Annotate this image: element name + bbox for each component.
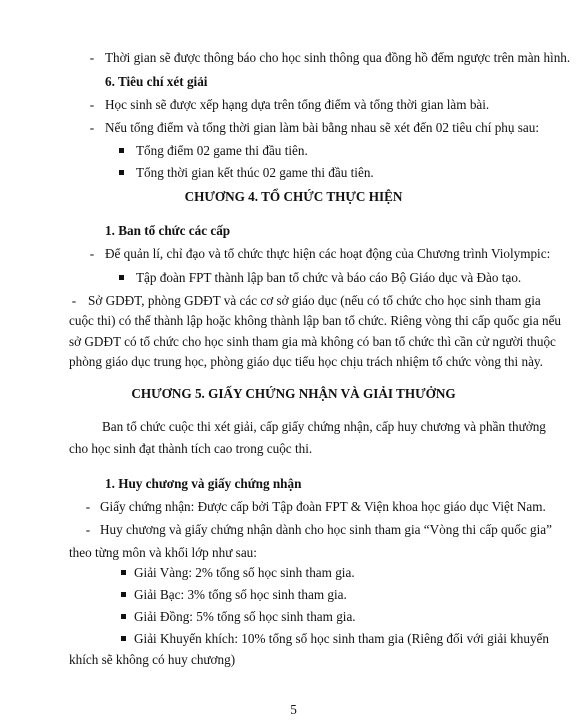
square-bullet-icon	[119, 148, 124, 153]
square-bullet-icon	[121, 614, 126, 619]
square-bullet-icon	[121, 570, 126, 575]
section-heading-text: 1. Huy chương và giấy chứng nhận	[105, 476, 302, 491]
list-item-text: Để quản lí, chỉ đạo và tổ chức thực hiện các hoạt động của Chương trình Violympic:	[105, 246, 551, 261]
square-bullet-icon	[119, 275, 124, 280]
paragraph-text: sở GDĐT có tổ chức cho học sinh tham gia mà không có ban tổ chức thì cần cử người thuộc	[69, 334, 556, 349]
list-item-text: Nếu tổng điểm và tổng thời gian làm bài bằng nhau sẽ xét đến 02 tiêu chí phụ sau:	[105, 120, 540, 135]
list-item-text: Giấy chứng nhận: Được cấp bởi Tập đoàn FPT & Viện khoa học giáo dục Việt Nam.	[100, 499, 546, 514]
paragraph-text: Sở GDĐT, phòng GDĐT và các cơ sở giáo dục (nếu có tổ chức cho học sinh tham gia	[88, 293, 541, 308]
bullet-item-text: Tổng điểm 02 game thi đầu tiên.	[136, 143, 308, 158]
list-item-text: Thời gian sẽ được thông báo cho học sinh thông qua đồng hồ đếm ngược trên màn hình.	[105, 50, 571, 65]
paragraph-text: cho học sinh đạt thành tích cao trong cuộc thi.	[69, 441, 313, 456]
bullet-item-text: Giải Bạc: 3% tổng số học sinh tham gia.	[134, 587, 347, 602]
bullet-item-text: Giải Vàng: 2% tổng số học sinh tham gia.	[134, 565, 355, 580]
dash-bullet: -	[85, 499, 91, 514]
paragraph-text: Ban tổ chức cuộc thi xét giải, cấp giấy chứng nhận, cấp huy chương và phần thưởng	[102, 419, 546, 434]
square-bullet-icon	[119, 170, 124, 175]
bullet-item-text: Tập đoàn FPT thành lập ban tổ chức và báo cáo Bộ Giáo dục và Đào tạo.	[136, 270, 522, 285]
dash-bullet: -	[85, 522, 91, 537]
section-heading-text: 1. Ban tổ chức các cấp	[105, 223, 231, 238]
paragraph-text: phòng giáo dục trung học, phòng giáo dục tiểu học chịu trách nhiệm tổ chức vòng thi này.	[69, 354, 543, 369]
dash-bullet: -	[71, 293, 77, 308]
square-bullet-icon	[121, 592, 126, 597]
bullet-item-text: Giải Đồng: 5% tổng số học sinh tham gia.	[134, 609, 356, 624]
paragraph-text: cuộc thi) có thể thành lập hoặc không thành lập ban tổ chức. Riêng vòng thi cấp quốc gia nếu	[69, 313, 562, 328]
dash-bullet: -	[89, 246, 95, 261]
section-heading-text: 6. Tiêu chí xét giải	[105, 74, 208, 89]
bullet-item-text: Tổng thời gian kết thúc 02 game thi đầu tiên.	[136, 165, 374, 180]
dash-bullet: -	[89, 97, 95, 112]
bullet-item-text: Giải Khuyến khích: 10% tổng số học sinh tham gia (Riêng đối với giải khuyến	[134, 631, 549, 646]
page-number: 5	[290, 702, 297, 717]
list-item-text: Huy chương và giấy chứng nhận dành cho học sinh tham gia “Vòng thi cấp quốc gia”	[100, 522, 552, 537]
chapter-heading: CHƯƠNG 5. GIẤY CHỨNG NHẬN VÀ GIẢI THƯỞNG	[131, 386, 456, 401]
paragraph-text: theo từng môn và khối lớp như sau:	[69, 545, 257, 560]
dash-bullet: -	[89, 120, 95, 135]
paragraph-text: khích sẽ không có huy chương)	[69, 652, 236, 667]
chapter-heading: CHƯƠNG 4. TỔ CHỨC THỰC HIỆN	[184, 189, 403, 204]
dash-bullet: -	[89, 50, 95, 65]
list-item-text: Học sinh sẽ được xếp hạng dựa trên tổng điểm và tổng thời gian làm bài.	[105, 97, 490, 112]
square-bullet-icon	[121, 636, 126, 641]
